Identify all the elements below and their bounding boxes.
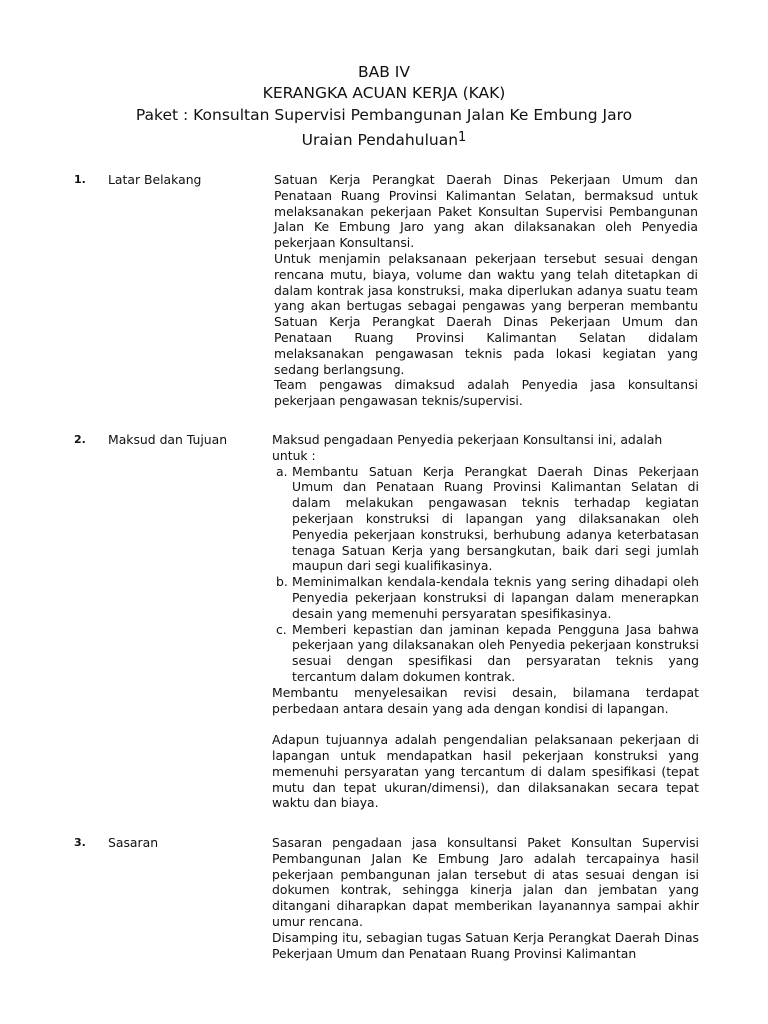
section-title: Maksud dan Tujuan — [108, 432, 228, 447]
list-item — [272, 574, 699, 621]
paragraph: Satuan Kerja Perangkat Daerah Dinas Pekerjaan Umum dan Penataan Ruang Provinsi Kalimantan Selatan, bermaksud untuk melaksanakan pekerjaan Paket Konsultan Supervisi Pembangunan Jalan Ke Embung Jaro yang akan dilaksanakan oleh Penyedia pekerjaan Konsultansi. — [274, 172, 698, 251]
list-marker: a. — [276, 463, 288, 479]
section-heading-text: Uraian Pendahuluan — [301, 131, 459, 149]
spacer — [272, 716, 699, 732]
paragraph-tujuan: Adapun tujuannya adalah pengendalian pelaksanaan pekerjaan di lapangan untuk mendapatkan hasil pekerjaan konstruksi yang memenuhi persyaratan yang tercantum di dalam spesifikasi (tepat mutu dan tepat ukuran/dimensi), dan dilaksanakan secara tepat waktu dan biaya. — [272, 732, 699, 811]
paragraph: Team pengawas dimaksud adalah Penyedia jasa konsultansi pekerjaan pengawasan teknis/supervisi. — [274, 377, 698, 409]
list-item-text: Memberi kepastian dan jaminan kepada Pengguna Jasa bahwa pekerjaan yang dilaksanakan oleh Penyedia pekerjaan konstruksi sesuai dengan spesifikasi dan persyaratan teknis yang tercantum dalam dokumen kontrak. — [292, 621, 699, 684]
document-header — [0, 62, 768, 152]
document-title: KERANGKA ACUAN KERJA (KAK) — [262, 84, 506, 102]
chapter-label: BAB IV — [358, 63, 410, 81]
list-item — [272, 464, 699, 575]
paragraph: Membantu menyelesaikan revisi desain, bilamana terdapat perbedaan antara desain yang ada dengan kondisi di lapangan. — [272, 684, 699, 716]
section-number: 3. — [74, 836, 86, 849]
package-title: Paket : Konsultan Supervisi Pembangunan Jalan Ke Embung Jaro — [135, 106, 633, 124]
section-heading — [0, 126, 768, 152]
section-number: 2. — [74, 433, 86, 446]
section-body — [274, 172, 698, 409]
list-item — [272, 622, 699, 685]
section-number: 1. — [74, 173, 86, 186]
paragraph: Disamping itu, sebagian tugas Satuan Kerja Perangkat Daerah Dinas Pekerjaan Umum dan Penataan Ruang Provinsi Kalimantan — [272, 929, 699, 961]
list-item-text: Meminimalkan kendala-kendala teknis yang sering dihadapi oleh Penyedia pekerjaan konstruksi di lapangan dalam menerapkan desain yang memenuhi persyaratan spesifikasinya. — [292, 574, 699, 621]
section-title: Latar Belakang — [108, 172, 202, 187]
section-title: Sasaran — [108, 835, 159, 850]
paragraph: Sasaran pengadaan jasa konsultansi Paket Konsultan Supervisi Pembangunan Jalan Ke Embung Jaro adalah tercapainya hasil pekerjaan pembangunan jalan tersebut di atas sesuai dengan isi dokumen kontrak, sehingga kinerja jalan dan jembatan yang ditangani diharapkan dapat memberikan layanannya sampai akhir umur rencana. — [272, 835, 699, 929]
list-marker: b. — [276, 574, 288, 590]
paragraph: Untuk menjamin pelaksanaan pekerjaan tersebut sesuai dengan rencana mutu, biaya, volume dan waktu yang telah ditetapkan di dalam kontrak jasa konstruksi, maka diperlukan adanya suatu team yang akan bertugas sebagai pengawas yang berperan membantu Satuan Kerja Perangkat Daerah Dinas Pekerjaan Umum dan Penataan Ruang Provinsi Kalimantan Selatan didalam melaksanakan pengawasan teknis pada lokasi kegiatan yang sedang berlangsung. — [274, 250, 698, 377]
section-body — [272, 835, 699, 961]
paragraph-intro: Maksud pengadaan Penyedia pekerjaan Konsultansi ini, adalah untuk : — [272, 432, 663, 463]
list-item-text: Membantu Satuan Kerja Perangkat Daerah Dinas Pekerjaan Umum dan Penataan Ruang Provinsi Kalimantan Selatan di dalam melakukan pengawasan teknis terhadap kegiatan pekerjaan konstruksi di lapangan yang dilaksanakan oleh Penyedia pekerjaan konstruksi, berhubung adanya keterbatasan tenaga Satuan Kerja yang bersangkutan, baik dari segi jumlah maupun dari segi kualifikasinya. — [292, 463, 699, 574]
list-marker: c. — [276, 621, 287, 637]
section-body — [272, 432, 699, 811]
footnote-marker: 1 — [458, 130, 467, 145]
